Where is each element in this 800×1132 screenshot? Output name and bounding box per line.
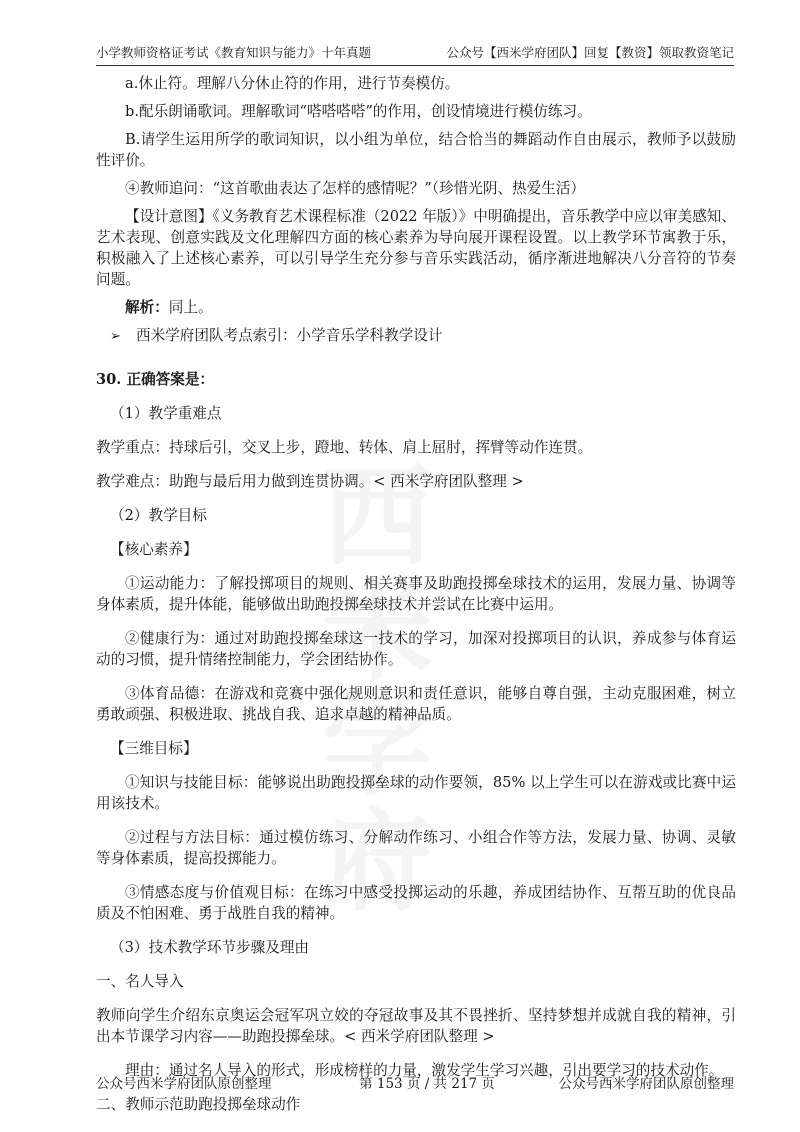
- page-footer: [96, 1072, 734, 1092]
- line-group-show: B.请学生运用所学的歌词知识，以小组为单位，结合恰当的舞蹈动作自由展示，教师予以鼓励性评价。: [96, 131, 736, 169]
- core-literacy-heading: 【核心素养】: [110, 541, 198, 558]
- page-number: 第 153 页 / 共 217 页: [359, 1076, 495, 1092]
- goal-process-method: ②过程与方法目标：通过模仿练习、分解动作练习、小组合作等方法，发展力量、协调、灵敏等身体素质，提高投掷能力。: [96, 829, 736, 867]
- section-teaching-steps: （3）技术教学环节步骤及理由: [110, 939, 310, 956]
- line-teacher-question: ④教师追问：“这首歌曲表达了怎样的感情呢？”（珍惜光阴、热爱生活）: [125, 180, 586, 197]
- three-dim-goals-heading: 【三维目标】: [110, 740, 198, 757]
- analysis-text: 同上。: [168, 299, 213, 316]
- line-rest-symbol: a.休止符。理解八分休止符的作用，进行节奏模仿。: [125, 75, 460, 92]
- goal-emotion-value: ③情感态度与价值观目标：在练习中感受投掷运动的乐趣，养成团结协作、互帮互助的优良品质及不怕困难、勇于战胜自我的精神。: [96, 884, 736, 922]
- analysis-label: 解析：: [125, 299, 169, 316]
- step-2-heading: 二、教师示范助跑投掷垒球动作: [96, 1096, 301, 1113]
- goal-health-behavior: ②健康行为：通过对助跑投掷垒球这一技术的学习，加深对投掷项目的认识，养成参与体育运动的习惯，提升情绪控制能力，学会团结协作。: [96, 630, 736, 668]
- teaching-difficulty: 教学难点：助跑与最后用力做到连贯协调。< 西米学府团队整理 >: [96, 473, 524, 490]
- step-1-reason: 理由：通过名人导入的形式，形成榜样的力量，激发学生学习兴趣，引出要学习的技术动作。: [125, 1062, 724, 1079]
- arrow-bullet-icon: ➢: [110, 329, 121, 344]
- index-text: 西米学府团队考点索引：小学音乐学科教学设计: [136, 327, 443, 344]
- goal-sport-ability: ①运动能力：了解投掷项目的规则、相关赛事及助跑投掷垒球技术的运用，发展力量、协调等身体素质，提升体能，能够做出助跑投掷垒球技术并尝试在比赛中运用。: [96, 575, 736, 613]
- step-1-heading: 一、名人导入: [96, 973, 184, 990]
- line-recite-lyrics: b.配乐朗诵歌词。理解歌词“嗒嗒嗒嗒”的作用，创设情境进行模仿练习。: [125, 103, 592, 120]
- section-teaching-goals: （2）教学目标: [110, 507, 207, 524]
- footer-right: 公众号西米学府团队原创整理: [558, 1076, 734, 1092]
- goal-sport-morality: ③体育品德：在游戏和竞赛中强化规则意识和责任意识，能够自尊自强，主动克服困难，树立勇敢顽强、积极进取、挑战自我、追求卓越的精神品质。: [96, 685, 736, 723]
- index-line: [96, 325, 736, 347]
- section-key-difficulties: （1）教学重难点: [110, 405, 222, 422]
- analysis-line: [96, 297, 736, 318]
- goal-knowledge-skill: ①知识与技能目标：能够说出助跑投掷垒球的动作要领，85% 以上学生可以在游戏或比赛中运用该技术。: [96, 774, 736, 812]
- header-left-title: 小学教师资格证考试《教育知识与能力》十年真题: [96, 45, 372, 60]
- footer-left: 公众号西米学府团队原创整理: [96, 1076, 272, 1092]
- teaching-focus: 教学重点：持球后引，交叉上步，蹬地、转体、肩上屈肘，挥臂等动作连贯。: [96, 439, 593, 456]
- step-1-paragraph: 教师向学生介绍东京奥运会冠军巩立姣的夺冠故事及其不畏挫折、坚持梦想并成就自我的精神，引出本节课学习内容——助跑投掷垒球。< 西米学府团队整理 >: [96, 1007, 736, 1045]
- design-intent-paragraph: 【设计意图】《义务教育艺术课程标准（2022 年版）》中明确提出，音乐教学中应以审美感知、艺术表现、创意实践及文化理解四方面的核心素养为导向展开课程设置。以上教学环节寓教于乐，积极融入了上述核心素养，可以引导学生充分参与音乐实践活动，循序渐进地解决八分音符的节奏问题。: [96, 208, 736, 288]
- question-30-answer-heading: 30. 正确答案是：: [96, 371, 215, 388]
- page-header: [96, 40, 734, 66]
- page-body: [96, 73, 736, 1115]
- header-right-note: 公众号【西米学府团队】回复【教资】领取教资笔记: [446, 45, 734, 60]
